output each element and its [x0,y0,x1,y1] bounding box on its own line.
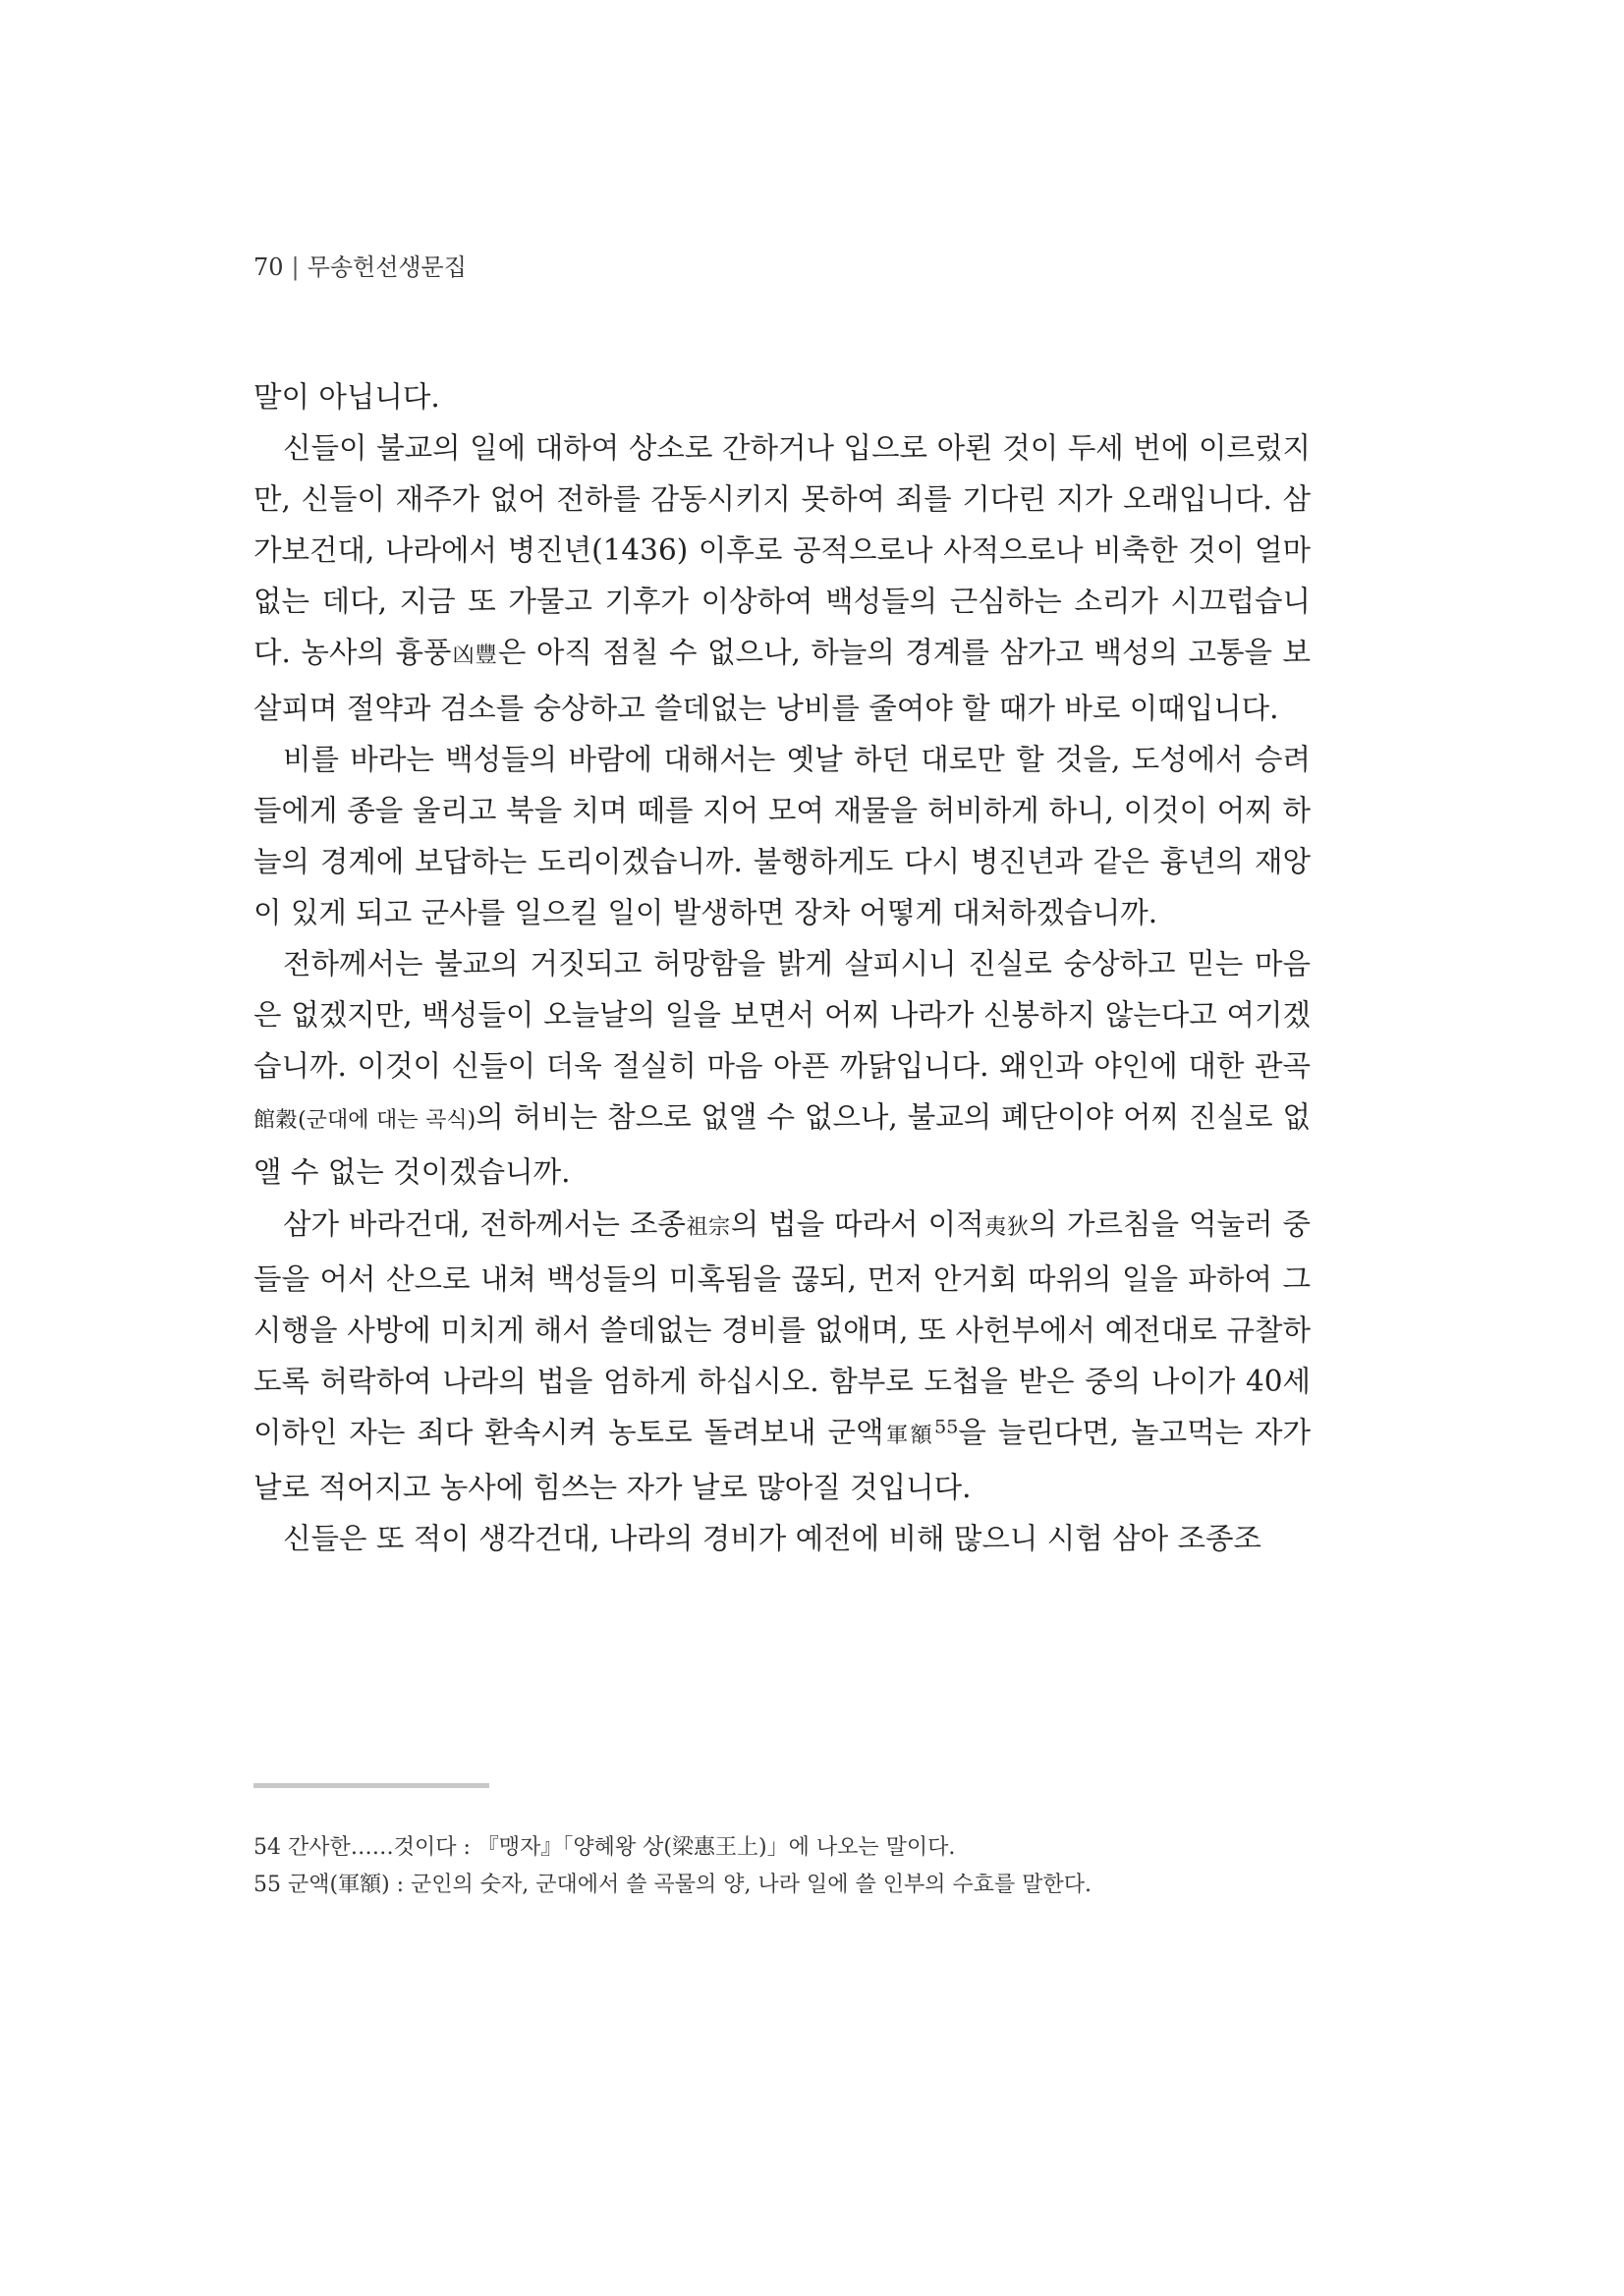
footnote-ref-55[interactable]: 55 [934,1416,959,1438]
paragraph-4-note: (군대에 대는 곡식) [298,1108,476,1134]
paragraph-5-text-c: 의 가르침을 억눌러 중들을 어서 산으로 내쳐 백성들의 미혹됨을 끊되, 먼저 안거회 따위의 일을 파하여 그 시행을 사방에 미치게 해서 쓸데없는 경비를 없애며, 또 사헌부에서 예전대로 규찰하도록 허락하여 나라의 법을 엄하게 하십시오. 함부로 도첩을 받은 중의 나이가 40세 이하인 자는 죄다 환속시켜 농토로 돌려보내 군액 [253,1206,1311,1449]
paragraph-4 [253,938,1311,1198]
paragraph-2-term: 흉풍 [395,636,452,670]
paragraph-3 [253,734,1311,938]
paragraph-2 [253,422,1311,734]
paragraph-5-text-b: 의 법을 따라서 이적 [730,1206,984,1241]
paragraph-5-text-a: 삼가 바라건대, 전하께서는 조종 [283,1206,686,1241]
paragraph-5-text-d: 을 늘린다면, 놀고먹는 자가 날로 적어지고 농사에 힘쓰는 자가 날로 많아질 것입니다. [253,1415,1311,1504]
paragraph-2-tail: 은 아직 점칠 수 없으나, 하늘의 경계를 삼가고 백성의 고통을 보살피며 절약과 검소를 숭상하고 쓸데없는 낭비를 줄여야 할 때가 바로 이때입니다. [253,636,1312,725]
paragraph-4-tail: 의 허비는 참으로 없앨 수 없으나, 불교의 폐단이야 어찌 진실로 없앨 수 없는 것이겠습니까. [253,1100,1311,1190]
paragraph-1-text: 말이 아닙니다. [253,380,440,414]
paragraph-5-hanja-1: 祖宗 [685,1214,731,1240]
paragraph-6-text: 신들은 또 적이 생각건대, 나라의 경비가 예전에 비해 많으니 시험 삼아 조종조 [283,1522,1261,1556]
footnotes [253,1829,1311,1904]
header-separator: | [291,253,300,281]
body-text [253,371,1311,1564]
book-title: 무송헌선생문집 [307,253,467,281]
paragraph-2-text: 신들이 불교의 일에 대하여 상소로 간하거나 입으로 아뢴 것이 두세 번에 이르렀지만, 신들이 재주가 없어 전하를 감동시키지 못하여 죄를 기다린 지가 오래입니다. 삼가보건대, 나라에서 병진년(1436) 이후로 공적으로나 사적으로나 비축한 것이 얼마 없는 데다, 지금 또 가물고 기후가 이상하여 백성들의 근심하는 소리가 시끄럽습니다. 농사의 [253,431,1311,670]
page-number: 70 [253,253,284,281]
paragraph-6 [253,1513,1311,1564]
paragraph-2-hanja: 凶豐 [451,644,498,669]
footnote-divider [253,1783,489,1788]
footnote-55: 55 군액(軍額) : 군인의 숫자, 군대에서 쓸 곡물의 양, 나라 일에 쓸 인부의 수효를 말한다. [253,1873,1092,1897]
paragraph-4-text: 전하께서는 불교의 거짓되고 허망함을 밝게 살피시니 진실로 숭상하고 믿는 마음은 없겠지만, 백성들이 오늘날의 일을 보면서 어찌 나라가 신봉하지 않는다고 여기겠습니까. 이것이 신들이 더욱 절실히 마음 아픈 까닭입니다. 왜인과 야인에 대한 관곡 [253,947,1311,1084]
paragraph-5-hanja-3: 軍額 [883,1423,935,1448]
running-header [253,248,467,282]
paragraph-4-hanja: 館穀 [253,1108,299,1134]
paragraph-5 [253,1199,1311,1514]
paragraph-3-text: 비를 바라는 백성들의 바람에 대해서는 옛날 하던 대로만 할 것을, 도성에서 승려들에게 종을 울리고 북을 치며 떼를 지어 모여 재물을 허비하게 하니, 이것이 어찌 하늘의 경계에 보답하는 도리이겠습니까. 불행하게도 다시 병진년과 같은 흉년의 재앙이 있게 되고 군사를 일으킬 일이 발생하면 장차 어떻게 대처하겠습니까. [253,742,1311,929]
paragraph-5-hanja-2: 夷狄 [983,1214,1030,1240]
footnote-54: 54 간사한……것이다 : 『맹자』「양혜왕 상(梁惠王上)」에 나오는 말이다. [253,1835,956,1860]
paragraph-1 [253,371,1311,422]
